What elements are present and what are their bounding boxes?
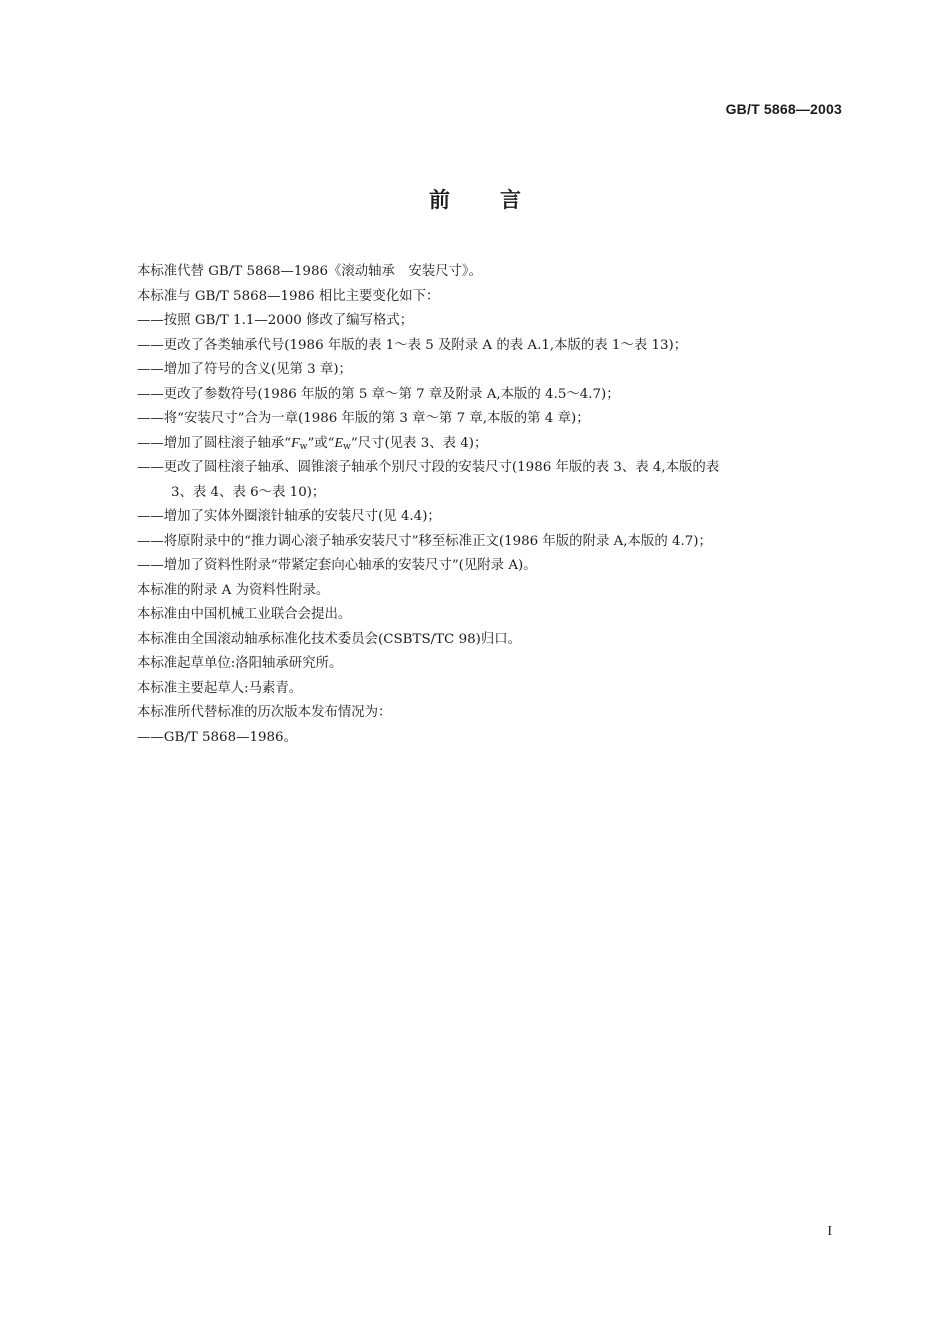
paragraph: 本标准由全国滚动轴承标准化技术委员会(CSBTS/TC 98)归口。 (137, 631, 521, 647)
paragraph: 本标准的附录 A 为资料性附录。 (137, 582, 330, 598)
paragraph: 本标准由中国机械工业联合会提出。 (137, 607, 352, 622)
title-char-2: 言 (500, 188, 521, 212)
text-fragment: ”尺寸(见表 3、表 4)； (350, 435, 488, 451)
subscript: w (343, 441, 351, 452)
list-item: ——GB/T 5868—1986。 (137, 729, 297, 745)
foreword-body (137, 260, 847, 750)
title-char-1: 前 (429, 188, 450, 212)
list-item (137, 432, 847, 457)
symbol-f: F (291, 435, 300, 451)
paragraph: 本标准起草单位:洛阳轴承研究所。 (137, 656, 343, 671)
list-item: ——更改了圆柱滚子轴承、圆锥滚子轴承个别尺寸段的安装尺寸(1986 年版的表 3、表 4,本版的表 (137, 460, 720, 475)
list-item-continuation: 3、表 4、表 6～表 10)； (171, 484, 326, 500)
text-fragment: ”或“ (307, 435, 335, 451)
subscript: w (299, 441, 308, 452)
list-item: ——按照 GB/T 1.1—2000 修改了编写格式； (137, 313, 414, 328)
paragraph: 本标准所代替标准的历次版本发布情况为： (137, 705, 392, 720)
paragraph: 本标准主要起草人:马素青。 (137, 680, 303, 696)
list-item: ——将“安装尺寸”合为一章(1986 年版的第 3 章～第 7 章,本版的第 4 章)； (137, 411, 590, 426)
list-item: ——增加了符号的含义(见第 3 章)； (137, 362, 352, 377)
text-fragment: ——增加了圆柱滚子轴承“ (137, 435, 292, 451)
standard-code: GB/T 5868—2003 (725, 101, 842, 117)
paragraph: 本标准与 GB/T 5868—1986 相比主要变化如下： (137, 288, 440, 304)
list-item: ——更改了参数符号(1986 年版的第 5 章～第 7 章及附录 A,本版的 4.5～4.7)； (137, 386, 620, 402)
list-item: ——增加了实体外圈滚针轴承的安装尺寸(见 4.4)； (137, 509, 441, 524)
symbol-e: E (334, 435, 344, 451)
list-item: ——增加了资料性附录“带紧定套向心轴承的安装尺寸”(见附录 A)。 (137, 558, 537, 573)
paragraph: 本标准代替 GB/T 5868—1986《滚动轴承 安装尺寸》。 (137, 264, 482, 279)
list-item: ——更改了各类轴承代号(1986 年版的表 1～表 5 及附录 A 的表 A.1,本版的表 1～表 13)； (137, 337, 688, 353)
page-number: I (827, 1224, 832, 1239)
list-item: ——将原附录中的“推力调心滚子轴承安装尺寸”移至标准正文(1986 年版的附录 A,本版的 4.7)； (137, 533, 712, 549)
page-title (0, 184, 950, 214)
